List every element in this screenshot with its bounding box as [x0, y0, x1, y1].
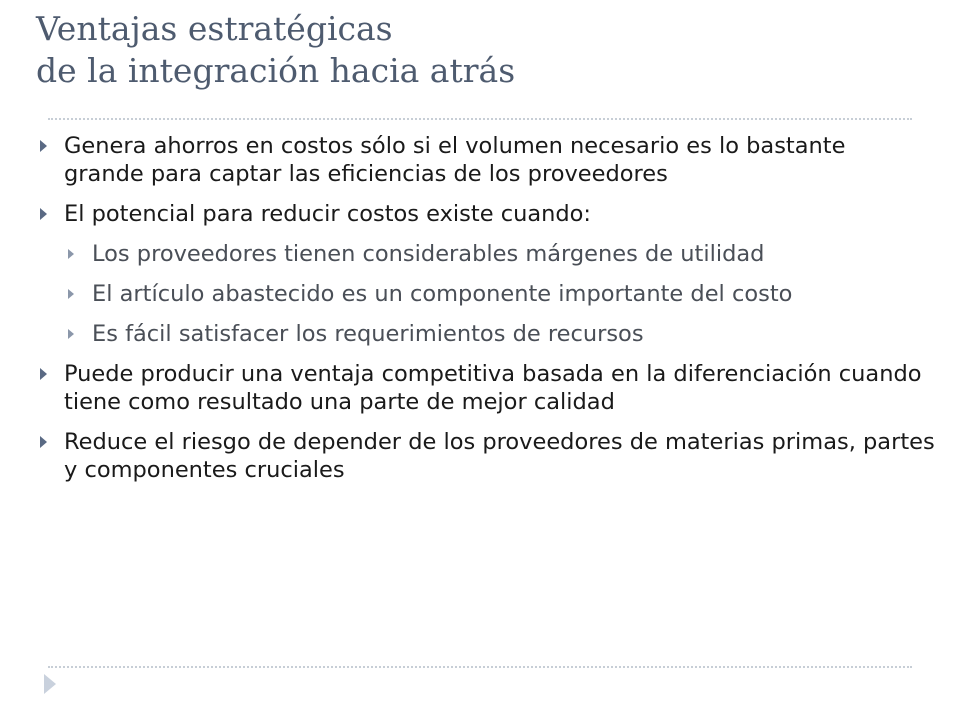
triangle-right-icon	[68, 329, 74, 339]
sub-bullet-text: El artículo abastecido es un componente importante del costo	[92, 281, 793, 307]
sub-bullet-text: Los proveedores tienen considerables márgenes de utilidad	[92, 241, 765, 267]
bottom-divider	[48, 666, 912, 668]
corner-triangle-icon	[44, 674, 56, 694]
sub-bullet-item	[64, 240, 936, 268]
bullet-text: Puede producir una ventaja competitiva basada en la diferenciación cuando tiene como resultado una parte de mejor calidad	[64, 361, 922, 415]
sub-bullet-item	[64, 280, 852, 308]
triangle-right-icon	[40, 368, 47, 380]
sub-bullet-text: Es fácil satisfacer los requerimientos de recursos	[92, 321, 644, 347]
bullet-item	[36, 132, 914, 188]
triangle-right-icon	[68, 289, 74, 299]
bullet-text: Genera ahorros en costos sólo si el volumen necesario es lo bastante grande para captar las eficiencias de los proveedores	[64, 133, 846, 187]
bullet-text: Reduce el riesgo de depender de los proveedores de materias primas, partes y componentes cruciales	[64, 429, 935, 483]
bullet-item	[36, 428, 944, 484]
bullet-item	[36, 360, 944, 416]
sub-bullet-item	[64, 320, 936, 348]
triangle-right-icon	[40, 140, 47, 152]
top-divider	[48, 118, 912, 120]
title-line-1: Ventajas estratégicas	[36, 9, 393, 48]
bullet-item	[36, 200, 936, 228]
triangle-right-icon	[68, 249, 74, 259]
bullet-text: El potencial para reducir costos existe cuando:	[64, 201, 592, 227]
bullet-list	[36, 132, 936, 496]
triangle-right-icon	[40, 436, 47, 448]
slide-title	[36, 8, 916, 92]
triangle-right-icon	[40, 208, 47, 220]
title-line-2: de la integración hacia atrás	[36, 51, 516, 90]
